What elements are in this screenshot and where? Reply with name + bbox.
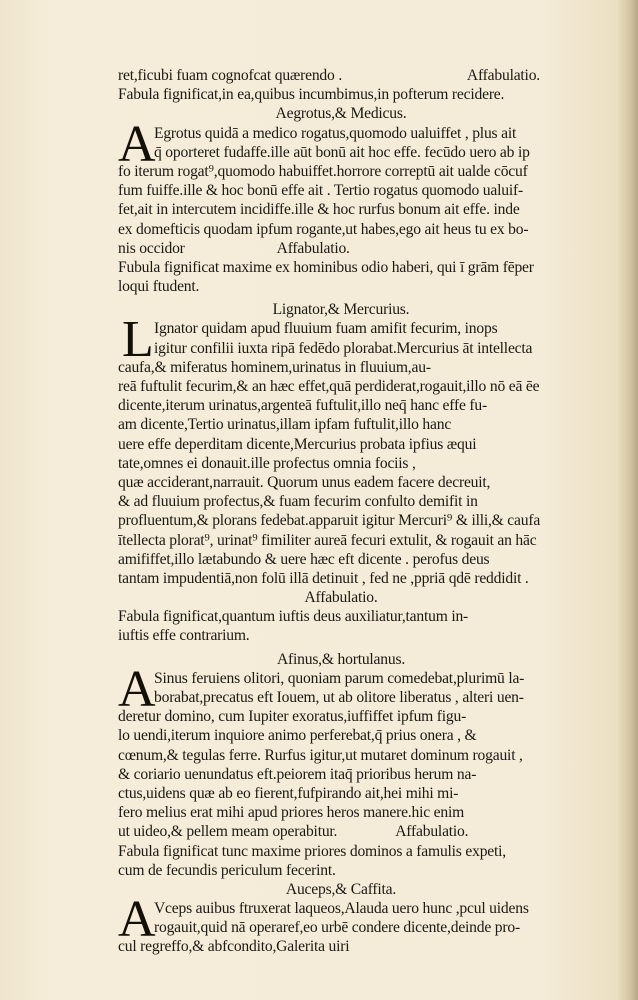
text-line — [118, 66, 564, 85]
fable-paragraph-auceps — [118, 891, 564, 957]
fable-paragraph-asinus — [118, 660, 564, 823]
text-line — [118, 239, 564, 258]
text-line: ītellecta plorat⁹, urinat⁹ fimiliter aureā fecuri extulit, & rogauit an hāc — [118, 531, 537, 549]
text-line: igitur confilii iuxta ripā fedēdo plorabat.Mercurius āt intellecta — [154, 339, 533, 357]
text-line: loqui ftudent. — [118, 278, 200, 296]
text-line: cœnum,& tegulas ferre. Rurfus igitur,ut mutaret dominum rogauit , — [118, 746, 523, 764]
text-line: & coriario uenundatus eft.peiorem itaq̄ prioribus herum na- — [118, 765, 477, 783]
text-line: rogauit,quid nā operaref,eo urbē condere dicente,deinde pro- — [154, 919, 520, 937]
text-line: deretur domino, cum Iupiter exoratus,iuffiffet ipfum figu- — [118, 708, 467, 726]
text-line: fo iterum rogat⁹,quomodo habuiffet.horrore correptū ait ualde cōcuf — [118, 162, 528, 180]
text-line: quæ acciderant,narrauit. Quorum unus eadem facere decreuit, — [118, 473, 491, 491]
text-line: tate,omnes ei donauit.ille profectus omnia fociis , — [118, 454, 416, 472]
affabulatio-heading: Affabulatio. — [466, 67, 540, 84]
text-line: profluentum,& plorans fedebat.apparuit igitur Mercuri⁹ & illi,& caufa — [118, 512, 541, 530]
text-line: fet,ait in intercutem incidiffe.ille & hoc rurfus bonum ait effe. inde — [118, 201, 520, 219]
text-line: tantam impudentiā,non folū illā detinuit , fed ne ,ppriā qdē reddidit . — [118, 569, 529, 587]
text-line: Sinus feruiens olitori, quoniam parum comedebat,plurimū la- — [154, 669, 525, 687]
text-block — [118, 66, 564, 957]
drop-cap-initial: A — [118, 660, 156, 718]
affabulatio-heading: Affabulatio. — [304, 589, 378, 607]
affabulatio-heading: Affabulatio. — [395, 823, 469, 841]
text-line: Fabula fignificat,in ea,quibus incumbimus,in pofterum recidere. — [118, 86, 505, 104]
text-line: reā fuftulit fecurim,& an hæc effet,quā perdiderat,rogauit,illo nō eā ēe — [118, 378, 540, 395]
text-line-left: nis occidor — [118, 239, 185, 257]
page-binding-shadow — [616, 0, 638, 1000]
drop-cap-initial: A — [118, 115, 156, 173]
text-line: fero melius erat mihi apud priores heros manere.hic enim — [118, 804, 465, 822]
text-line: borabat,precatus eft Iouem, ut ab olitore liberatus , alteri uen- — [154, 689, 524, 706]
text-line: uere effe deperditam dicente,Mercurius probata ipfius æqui — [118, 435, 477, 453]
text-line: Fubula fignificat maxime ex hominibus odio haberi, qui ī grām fēper — [118, 258, 534, 276]
text-line-left: ut uideo,& pellem meam operabitur. — [118, 823, 338, 841]
text-line: dicente,iterum urinatus,argenteā fuftulit,illo neq̄ hanc effe fu- — [118, 397, 487, 415]
fable-title-aegrotus: Aegrotus,& Medicus. — [275, 105, 407, 123]
text-line: Ignator quidam apud fluuium fuam amifit fecurim, inops — [154, 320, 498, 338]
text-line: cum de fecundis periculum fecerint. — [118, 861, 336, 879]
drop-cap-initial: L — [122, 311, 154, 369]
text-line: Vceps auibus ftruxerat laqueos,Alauda uero hunc ,pcul uidens — [154, 900, 529, 918]
text-line: am dicente,Tertio urinatus,illam ipfam fuftulit,illo hanc — [118, 416, 452, 434]
text-line: cul regreffo,& abfcondito,Galerita uiri — [118, 938, 350, 956]
text-line: q̄ oporteret fudaffe.ille aūt bonū ait hoc effe. fecūdo uero ab ip — [154, 143, 530, 161]
text-line: & ad fluuium profectus,& fuam fecurim confulto demifit in — [118, 493, 478, 511]
text-line: Egrotus quidā a medico rogatus,quomodo ualuiffet , plus ait — [154, 124, 517, 142]
text-line: lo uendi,iterum inquiore animo perferebat,q̄ prius onera , & — [118, 727, 477, 745]
fable-paragraph-lignator — [118, 311, 564, 588]
text-line: ex domefticis quodam ipfum rogante,ut habes,ego ait heus tu ex bo- — [118, 220, 529, 238]
affabulatio-heading: Affabulatio. — [276, 239, 350, 257]
text-line: iuftis effe contrarium. — [118, 627, 250, 645]
text-line-left: ret,ficubi fuam cognofcat quærendo . — [118, 67, 343, 84]
text-line: fum fuiffe.ille & hoc bonū effe ait . Tertio rogatus quomodo ualuif- — [118, 182, 523, 200]
text-line: caufa,& miferatus hominem,urinatus in fluuium,au- — [118, 358, 431, 376]
text-line — [118, 822, 564, 841]
text-line: Fabula fignificat,quantum iuftis deus auxiliatur,tantum in- — [118, 608, 469, 626]
fable-title-auceps: Auceps,& Caffita. — [285, 880, 397, 898]
fable-title-asinus: Afinus,& hortulanus. — [276, 650, 406, 668]
text-line: amififfet,illo lætabundo & uere hæc eft dicente . perofus deus — [118, 550, 490, 568]
drop-cap-initial: A — [118, 891, 156, 949]
fable-paragraph-aegrotus — [118, 115, 564, 239]
text-line: Fabula fignificat tunc maxime priores dominos a famulis expeti, — [118, 842, 506, 860]
text-line: ctus,uidens quæ ab eo fierent,fufpirando ait,hei mihi mi- — [118, 784, 459, 802]
fable-title-lignator: Lignator,& Mercurius. — [272, 301, 410, 319]
